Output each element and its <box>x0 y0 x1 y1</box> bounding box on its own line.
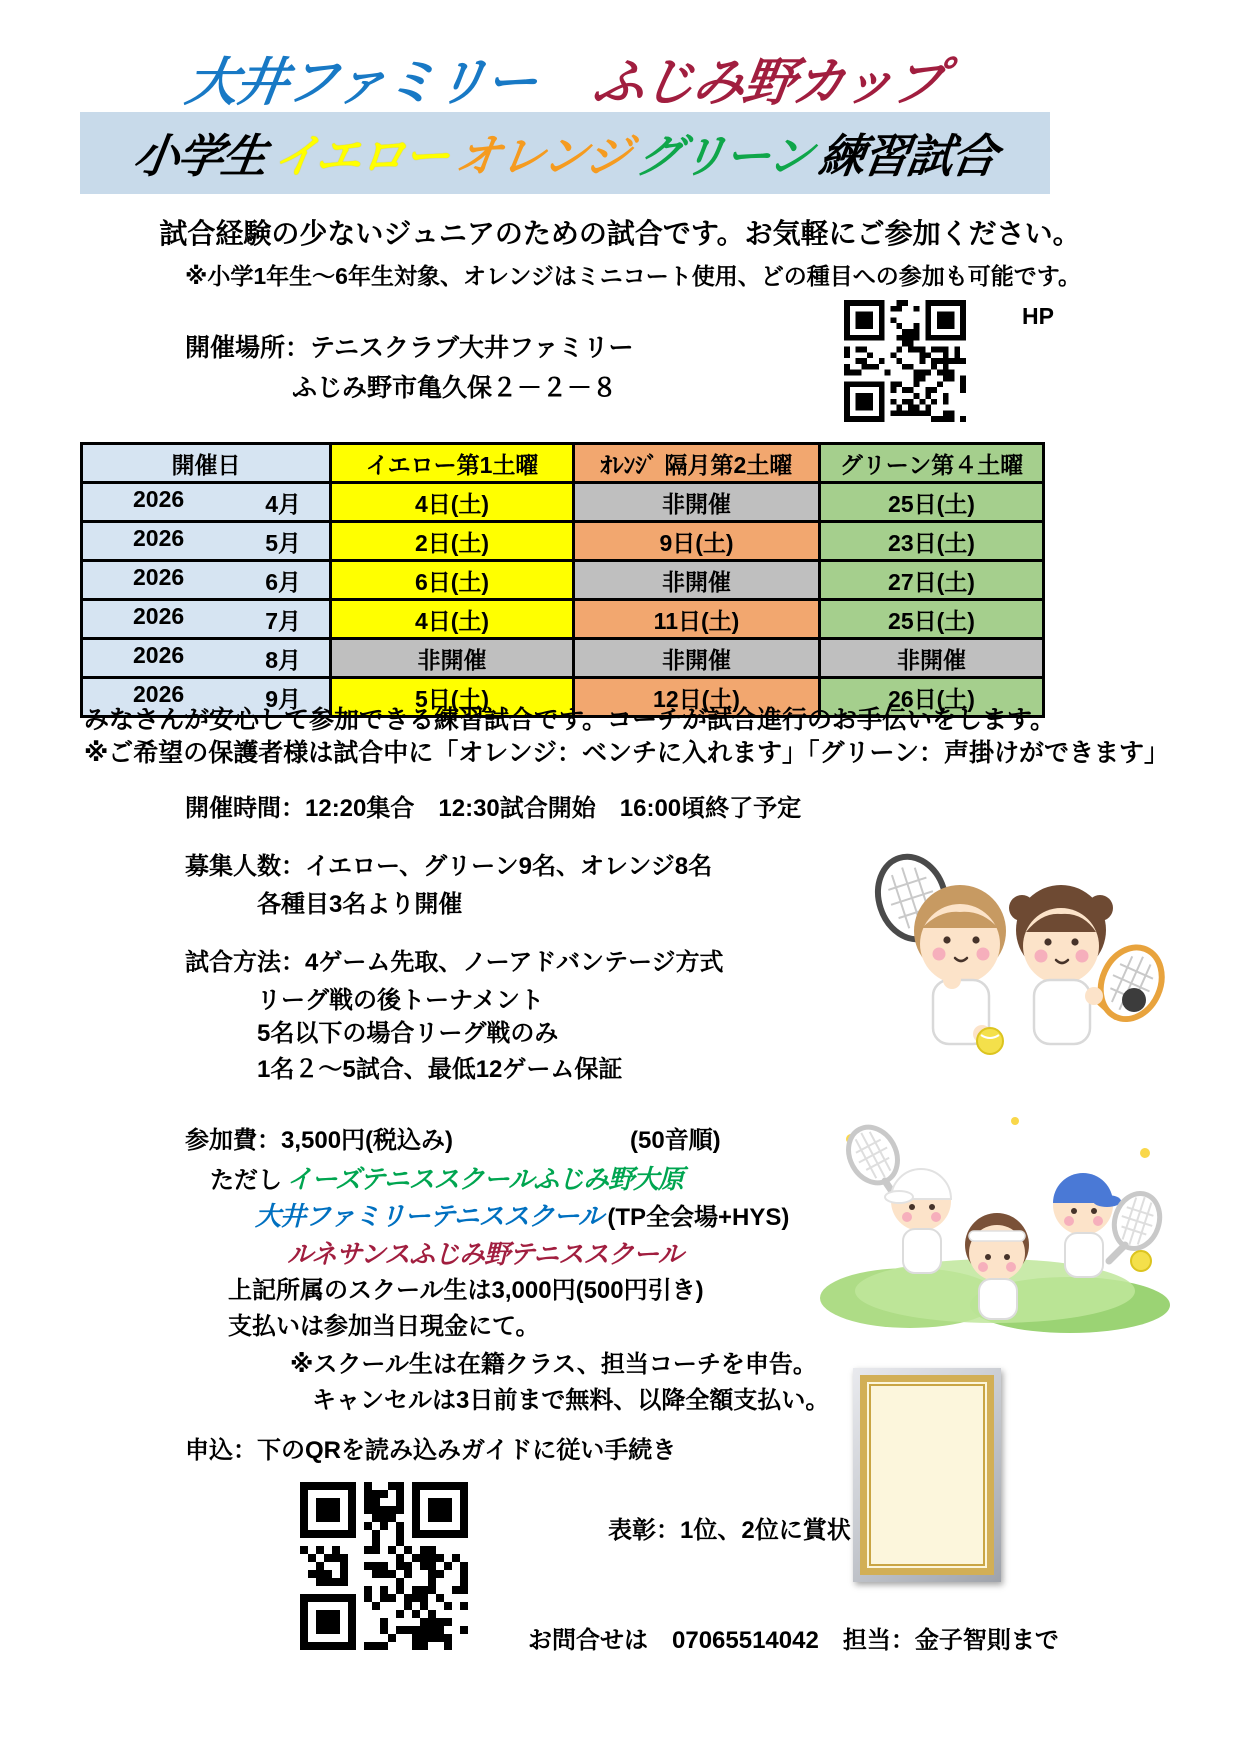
fee-cancel-note: キャンセルは3日前まで無料、以降全額支払い。 <box>312 1387 830 1414</box>
cell-month: 4月 <box>265 490 301 517</box>
kids-tennis-illustration-1 <box>800 828 1170 1083</box>
fee-discount: 上記所属のスクール生は3,000円(500円引き) <box>228 1277 704 1304</box>
cell-green: 26日(土) <box>820 678 1044 717</box>
cell-year: 2026 <box>133 680 185 707</box>
school-name-ease: イーズテニススクールふじみ野大原 <box>286 1164 684 1194</box>
venue-line1: 開催場所：テニスクラブ大井ファミリー <box>185 334 634 362</box>
cell-orange: 9日(土) <box>574 522 820 561</box>
banner-green: グリーン <box>633 130 816 182</box>
cell-year: 2026 <box>133 485 185 512</box>
fee-school-line1 <box>210 1159 683 1196</box>
fee-school-line3 <box>287 1234 683 1271</box>
hp-label: HP <box>1022 303 1054 329</box>
cell-yellow: 非開催 <box>331 639 574 678</box>
event-time: 開催時間：12:20集合 12:30試合開始 16:00頃終了予定 <box>185 795 802 822</box>
table-row <box>82 600 1044 639</box>
fee-school-note: ※スクール生は在籍クラス、担当コーチを申告。 <box>290 1351 817 1378</box>
cell-orange: 非開催 <box>574 561 820 600</box>
award-note: 表彰：1位、2位に賞状 <box>608 1517 851 1544</box>
cell-orange: 非開催 <box>574 483 820 522</box>
cell-green: 27日(土) <box>820 561 1044 600</box>
method-line1: 試合方法：4ゲーム先取、ノーアドバンテージ方式 <box>185 949 724 976</box>
cell-orange: 非開催 <box>574 639 820 678</box>
cell-month: 5月 <box>265 529 301 556</box>
cell-yellow: 6日(土) <box>331 561 574 600</box>
cell-year: 2026 <box>133 563 185 590</box>
fee-line: 参加費：3,500円(税込み) <box>185 1127 454 1154</box>
cell-green: 25日(土) <box>820 600 1044 639</box>
table-row <box>82 522 1044 561</box>
fee-payment: 支払いは参加当日現金にて。 <box>228 1313 540 1340</box>
hp-qr-code <box>843 300 967 422</box>
banner-yellow: イエロー <box>269 130 451 182</box>
cell-yellow: 4日(土) <box>331 483 574 522</box>
cell-yellow: 5日(土) <box>331 678 574 717</box>
school-name-renaissance: ルネサンスふじみ野テニススクール <box>287 1239 683 1269</box>
banner-orange: オレンジ <box>451 130 633 182</box>
cell-yellow: 4日(土) <box>331 600 574 639</box>
page-title <box>80 40 1050 115</box>
cell-year: 2026 <box>133 641 185 668</box>
capacity-line2: 各種目3名より開催 <box>257 891 463 918</box>
method-line2: リーグ戦の後トーナメント <box>257 987 545 1014</box>
table-row <box>82 483 1044 522</box>
header-yellow: イエロー第1土曜 <box>331 444 574 483</box>
venue-line2: ふじみ野市亀久保２－２－８ <box>292 374 618 402</box>
apply-instruction: 申込：下のQRを読み込みガイドに従い手続き <box>185 1437 677 1464</box>
table-row <box>82 639 1044 678</box>
header-date: 開催日 <box>82 444 331 483</box>
certificate-border <box>860 1375 994 1575</box>
fee-school-line2 <box>255 1196 789 1233</box>
cell-month: 8月 <box>265 646 301 673</box>
guardian-note: ※ご希望の保護者様は試合中に「オレンジ：ベンチに入れます」「グリーン：声掛けができます」 <box>84 739 1170 767</box>
method-line3: 5名以下の場合リーグ戦のみ <box>257 1020 559 1047</box>
header-green: グリーン第４土曜 <box>820 444 1044 483</box>
cell-month: 7月 <box>265 607 301 634</box>
subtitle-banner <box>80 112 1050 194</box>
title-club-name: 大井ファミリー <box>181 54 540 112</box>
schedule-header-row <box>82 444 1044 483</box>
certificate-image <box>853 1368 1001 1582</box>
table-row <box>82 561 1044 600</box>
reassurance-note: みなさんが安心して参加できる練習試合です。コーチが試合進行のお手伝いをします。 <box>84 706 1056 734</box>
school-name-ooi-family: 大井ファミリーテニススクール <box>255 1201 603 1231</box>
cell-orange: 12日(土) <box>574 678 820 717</box>
cell-year: 2026 <box>133 524 185 551</box>
capacity-line1: 募集人数：イエロー、グリーン9名、オレンジ8名 <box>185 853 713 880</box>
banner-grade: 小学生 <box>129 130 269 182</box>
intro-line1: 試合経験の少ないジュニアのための試合です。お気軽にご参加ください。 <box>159 218 1081 249</box>
method-line4: 1名２～5試合、最低12ゲーム保証 <box>257 1056 623 1083</box>
cell-green: 23日(土) <box>820 522 1044 561</box>
apply-qr-code <box>300 1482 468 1650</box>
cell-yellow: 2日(土) <box>331 522 574 561</box>
kids-tennis-illustration-2 <box>815 1093 1175 1338</box>
cell-green: 25日(土) <box>820 483 1044 522</box>
cell-month: 9月 <box>265 685 301 712</box>
fee-order-note: (50音順) <box>630 1127 721 1154</box>
cell-orange: 11日(土) <box>574 600 820 639</box>
cell-year: 2026 <box>133 602 185 629</box>
banner-match: 練習試合 <box>816 130 1000 182</box>
contact-info: お問合せは 07065514042 担当：金子智則まで <box>528 1627 1059 1654</box>
schedule-table <box>80 442 1045 718</box>
header-orange: ｵﾚﾝｼﾞ 隔月第2土曜 <box>574 444 820 483</box>
school-blue-suffix: (TP全会場+HYS) <box>607 1204 790 1231</box>
cell-green: 非開催 <box>820 639 1044 678</box>
title-cup-name: ふじみ野カップ <box>588 54 947 112</box>
cell-month: 6月 <box>265 568 301 595</box>
intro-line2: ※小学1年生～6年生対象、オレンジはミニコート使用、どの種目への参加も可能です。 <box>185 263 1081 289</box>
fee-however: ただし <box>210 1167 282 1194</box>
